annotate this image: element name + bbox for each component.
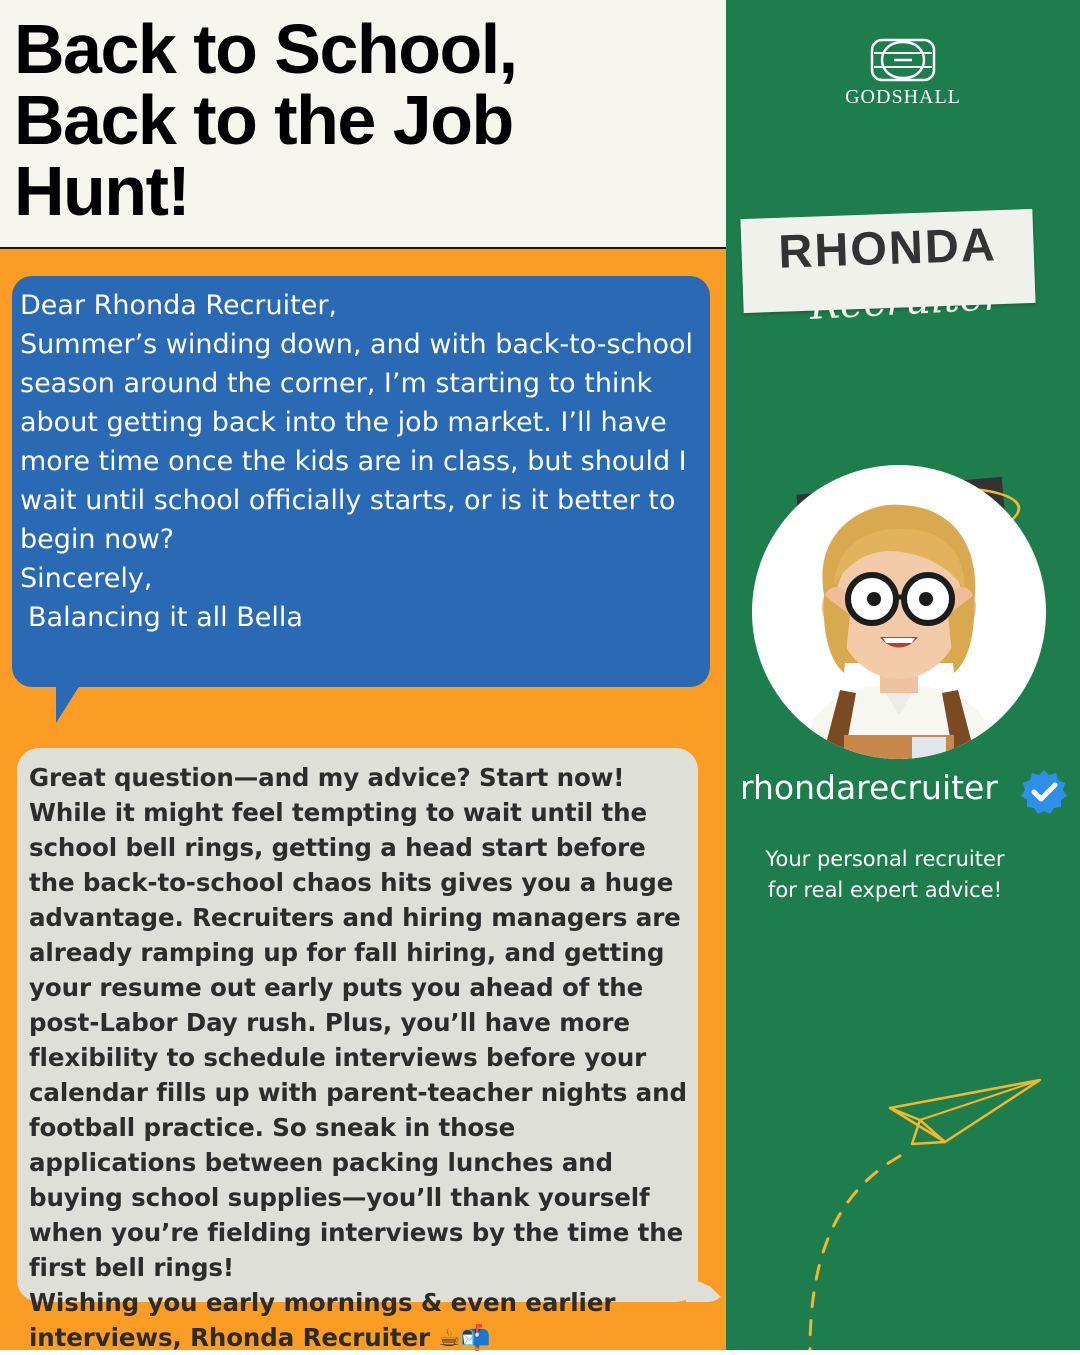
godshall-logo [820,38,986,109]
question-body: Summer’s winding down, and with back-to-school season around the corner, I’m starting to think about getting back into the job market. I’ll have more time once the kids are in class, but should I wait until school officially starts, or is it better to begin now? [20,329,694,555]
tagline-line: for real expert advice! [767,878,1003,902]
godshall-monogram-icon [870,38,936,82]
title-line: Hunt! [14,152,190,230]
profile-tagline [740,844,1030,906]
question-closing: Sincerely, [20,563,153,594]
question-bubble [12,276,710,687]
question-bubble-tail [56,685,80,723]
name-card-script: Recruiter [808,272,1004,330]
answer-body: Great question—and my advice? Start now! While it might feel tempting to wait until the school bell rings, getting a head start before the back-to-school chaos hits gives you a huge advantage. Recruiters and hiring managers are already ramping up for fall hiring, and getting your resume out early puts you ahead of the post-Labor Day rush. Plus, you’ll have more flexibility to schedule interviews before your calendar fills up with parent-teacher nights and football practice. So sneak in those applications between packing lunches and buying school supplies—you’ll thank yourself when you’re fielding interviews by the time the first bell rings! [29,763,687,1282]
profile-handle: rhondarecruiter [740,768,998,807]
tagline-line: Your personal recruiter [765,847,1005,871]
answer-bubble [17,748,698,1352]
verified-badge-icon [1020,768,1068,816]
paper-plane-icon [800,1070,1080,1350]
rhonda-avatar-icon [752,465,1046,759]
logo-text: GODSHALL [845,86,961,108]
question-signature: Balancing it all Bella [28,602,303,633]
title-line: Back to School, [14,10,517,88]
page-title [14,10,714,230]
name-card-title: RHONDA [777,217,998,278]
question-salutation: Dear Rhonda Recruiter, [20,290,337,321]
answer-signoff: Wishing you early mornings & even earlier interviews, Rhonda Recruiter ☕📬 [29,1288,616,1352]
rhonda-avatar [752,465,1046,759]
title-line: Back to the Job [14,81,513,159]
headline-panel [0,0,726,249]
